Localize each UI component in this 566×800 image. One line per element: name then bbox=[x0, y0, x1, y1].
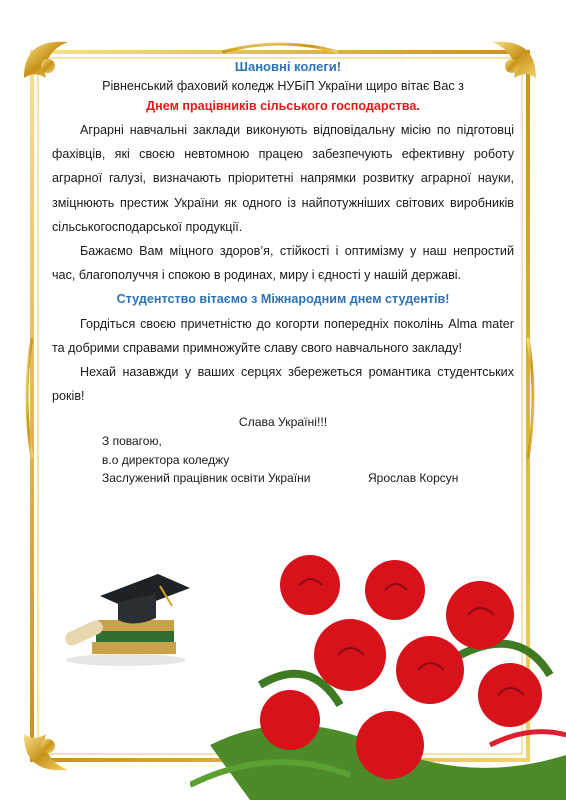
roses-bouquet-image bbox=[190, 545, 566, 800]
signature-name: Ярослав Корсун bbox=[368, 471, 459, 486]
graduation-cap-icon bbox=[56, 560, 196, 670]
greeting-heading: Шановні колеги! bbox=[234, 59, 342, 74]
paragraph-mission: Аграрні навчальні заклади виконують відповідальну місію по підготовці фахівців, які своєю невтомною працею забезпечують ефективну роботу аграрної галузі, визначають пріоритетні напрямки розвитку аграрної науки, зміцнюють престиж України як одного із найпотужніших світових виробників сільськогосподарської продукції. bbox=[52, 123, 514, 234]
signature-regards: З повагою, bbox=[102, 434, 162, 449]
students-heading: Студентство вітаємо з Міжнародним днем студентів! bbox=[116, 292, 450, 307]
paragraph-alma-mater: Гордіться своєю причетністю до когорти попередніх поколінь Alma mater та добрими справами примножуйте славу свого навчального закладу! bbox=[52, 316, 514, 355]
intro-line: Рівненський фаховий коледж НУБіП України щиро вітає Вас з bbox=[102, 79, 464, 93]
paragraph-wishes: Бажаємо Вам міцного здоров’я, стійкості і оптимізму у наш непростий час, благополуччя і спокою в родинах, миру і єдності у нашій державі. bbox=[52, 244, 514, 283]
letter-body bbox=[52, 58, 514, 488]
signature-block bbox=[102, 432, 514, 488]
holiday-heading: Днем працівників сільського господарства. bbox=[146, 99, 420, 113]
signature-position: в.о директора коледжу bbox=[102, 452, 230, 467]
signature-title: Заслужений працівник освіти України bbox=[102, 471, 311, 486]
paragraph-romance: Нехай назавжди у ваших серцях збережеться романтика студентських років! bbox=[52, 365, 514, 404]
slava-ukraini: Слава Україні!!! bbox=[238, 415, 328, 430]
